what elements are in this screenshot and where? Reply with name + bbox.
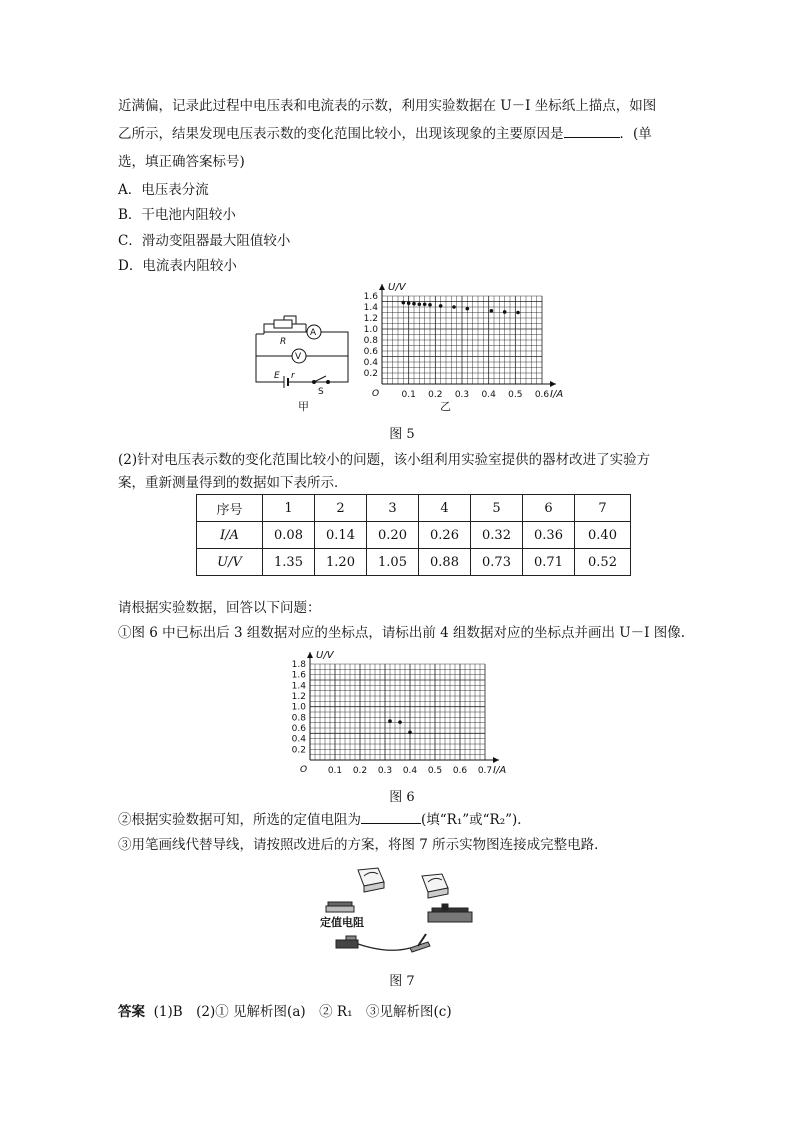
x-tick-label: 0.1 [401, 390, 416, 400]
chart-fig5 [360, 278, 564, 418]
resistor-label: R [280, 337, 287, 347]
table-cell: 1.05 [367, 549, 419, 576]
table-row [197, 549, 631, 576]
q3-line: ③用笔画线代替导线，请按照改进后的方案，将图 7 所示实物图连接成完整电路． [118, 837, 608, 853]
apparatus-figure [318, 862, 488, 960]
x-tick-label: 0.3 [454, 390, 470, 400]
table-cell: 0.52 [575, 549, 631, 576]
origin-label: O [300, 765, 308, 775]
table-row [197, 495, 631, 522]
para1-line2-tail: ．(单 [619, 126, 652, 142]
table-cell: 7 [575, 495, 631, 522]
data-point [466, 307, 470, 311]
option-a: A．电压表分流 [118, 182, 209, 198]
y-tick-label: 0.2 [363, 369, 378, 379]
battery-device [336, 936, 358, 948]
y-tick-label: 0.6 [291, 724, 306, 734]
ammeter-device [422, 874, 448, 898]
q2-tail: (填“R₁”或“R₂”)． [421, 812, 531, 828]
fig6-caption: 图 6 [389, 790, 415, 805]
option-c: C．滑动变阻器最大阻值较小 [118, 233, 291, 249]
table-cell: 0.32 [471, 522, 523, 549]
x-tick-label: 0.6 [534, 390, 550, 400]
table-header-label: 序号 [197, 495, 263, 522]
answer-label: 答案 [118, 1004, 145, 1020]
y-tick-label: 1.4 [291, 681, 306, 692]
x-tick-label: 0.5 [427, 766, 443, 776]
rheostat-resistor [274, 320, 292, 328]
option-d: D．电流表内阻较小 [118, 258, 237, 274]
table-cell: 0.14 [315, 522, 367, 549]
circuit-caption: 甲 [298, 400, 309, 413]
x-axis-label: I/A [550, 389, 564, 400]
data-point [503, 310, 507, 314]
para3-line1: 请根据实验数据，回答以下问题： [118, 600, 321, 616]
table-row-label: U/V [197, 549, 263, 576]
graph-caption: 乙 [440, 400, 451, 413]
y-axis-arrow [307, 652, 313, 658]
table-cell: 0.36 [523, 522, 575, 549]
switch-label: S [318, 387, 324, 397]
y-tick-label: 0.2 [291, 745, 306, 756]
q2-line [118, 811, 531, 829]
table-cell: 1 [263, 495, 315, 522]
chart-fig6 [270, 645, 520, 780]
table-cell: 3 [367, 495, 419, 522]
q2-text: ②根据实验数据可知，所选的定值电阻为 [118, 812, 361, 828]
x-tick-label: 0.2 [428, 390, 443, 400]
fig7-caption: 图 7 [389, 974, 415, 989]
answer-blank-1 [564, 125, 620, 138]
rheostat-device [428, 904, 472, 922]
data-point [452, 305, 456, 309]
x-tick-label: 0.2 [352, 766, 368, 776]
y-axis-label: U/V [388, 282, 406, 293]
para2-line2: 案，重新测量得到的数据如下表所示． [118, 475, 348, 491]
x-tick-label: 0.1 [327, 766, 343, 776]
y-tick-label: 1.2 [363, 314, 378, 324]
x-axis-arrow [493, 757, 499, 763]
x-tick-label: 0.3 [377, 766, 393, 776]
data-point [412, 302, 416, 306]
para1-line2-text: 乙所示，结果发现电压表示数的变化范围比较小，出现该现象的主要原因是 [118, 126, 564, 142]
y-tick-label: 1.4 [363, 303, 378, 313]
data-point [398, 720, 402, 724]
voltmeter-device [358, 868, 384, 892]
origin-label: O [372, 389, 380, 399]
x-tick-label: 0.5 [508, 390, 523, 400]
data-point [490, 309, 494, 313]
para1-line2 [118, 125, 652, 143]
x-tick-label: 0.4 [481, 390, 496, 400]
table-cell: 0.08 [263, 522, 315, 549]
table-cell: 4 [419, 495, 471, 522]
table-cell: 0.88 [419, 549, 471, 576]
y-tick-label: 0.8 [291, 713, 306, 724]
data-point [439, 304, 443, 308]
emf-label: E [274, 371, 280, 381]
y-tick-label: 0.8 [363, 336, 378, 346]
data-table [196, 494, 631, 576]
x-tick-label: 0.4 [402, 766, 418, 776]
y-axis-arrow [379, 284, 385, 290]
fig5-caption: 图 5 [389, 427, 415, 442]
x-tick-label: 0.6 [452, 766, 468, 776]
table-cell: 0.40 [575, 522, 631, 549]
y-tick-label: 0.4 [291, 734, 306, 745]
data-point [428, 303, 432, 307]
data-point [516, 311, 520, 315]
data-point [408, 730, 412, 734]
data-point [388, 719, 392, 723]
circuit-diagram [244, 312, 356, 416]
y-tick-label: 1.6 [363, 292, 378, 302]
y-tick-label: 1.0 [291, 702, 306, 713]
y-tick-label: 1.2 [291, 692, 306, 702]
data-point [407, 301, 411, 305]
y-tick-label: 0.6 [363, 347, 378, 357]
para2-line1: (2)针对电压表示数的变化范围比较小的问题，该小组利用实验室提供的器材改进了实验方 [118, 452, 651, 468]
para1-line1: 近满偏，记录此过程中电压表和电流表的示数，利用实验数据在 U－I 坐标纸上描点，如图 [118, 98, 657, 114]
y-tick-label: 0.4 [363, 358, 378, 368]
answer-blank-2 [361, 811, 421, 824]
x-axis-arrow [550, 381, 556, 387]
table-cell: 0.20 [367, 522, 419, 549]
voltmeter-label: V [295, 352, 302, 362]
y-axis-label: U/V [316, 650, 334, 661]
option-b: B．干电池内阻较小 [118, 207, 236, 223]
fixed-resistor-device [326, 902, 354, 912]
fixed-resistor-label: 定值电阻 [320, 916, 364, 929]
table-cell: 0.71 [523, 549, 575, 576]
table-cell: 0.73 [471, 549, 523, 576]
table-cell: 0.26 [419, 522, 471, 549]
answer-line [118, 1000, 452, 1020]
y-tick-label: 1.6 [291, 670, 306, 681]
internal-resistance-label: r [291, 371, 295, 381]
x-tick-label: 0.7 [477, 766, 493, 776]
table-cell: 6 [523, 495, 575, 522]
para1-line3: 选，填正确答案标号) [118, 154, 245, 170]
table-row [197, 522, 631, 549]
y-tick-label: 1.0 [363, 325, 378, 335]
switch-device [410, 934, 430, 952]
y-tick-label: 1.8 [291, 660, 306, 670]
table-cell: 2 [315, 495, 367, 522]
data-point [418, 302, 422, 306]
data-point [402, 301, 406, 305]
x-axis-label: I/A [493, 765, 507, 776]
table-cell: 1.20 [315, 549, 367, 576]
table-cell: 1.35 [263, 549, 315, 576]
answer-text: (1)B (2)① 见解析图(a) ② R₁ ③见解析图(c) [153, 1004, 452, 1020]
table-row-label: I/A [197, 522, 263, 549]
para3-line2: ①图 6 中已标出后 3 组数据对应的坐标点，请标出前 4 组数据对应的坐标点并画出 U－I 图像. [118, 625, 686, 641]
table-cell: 5 [471, 495, 523, 522]
ammeter-label: A [310, 328, 317, 338]
data-point [423, 302, 427, 306]
